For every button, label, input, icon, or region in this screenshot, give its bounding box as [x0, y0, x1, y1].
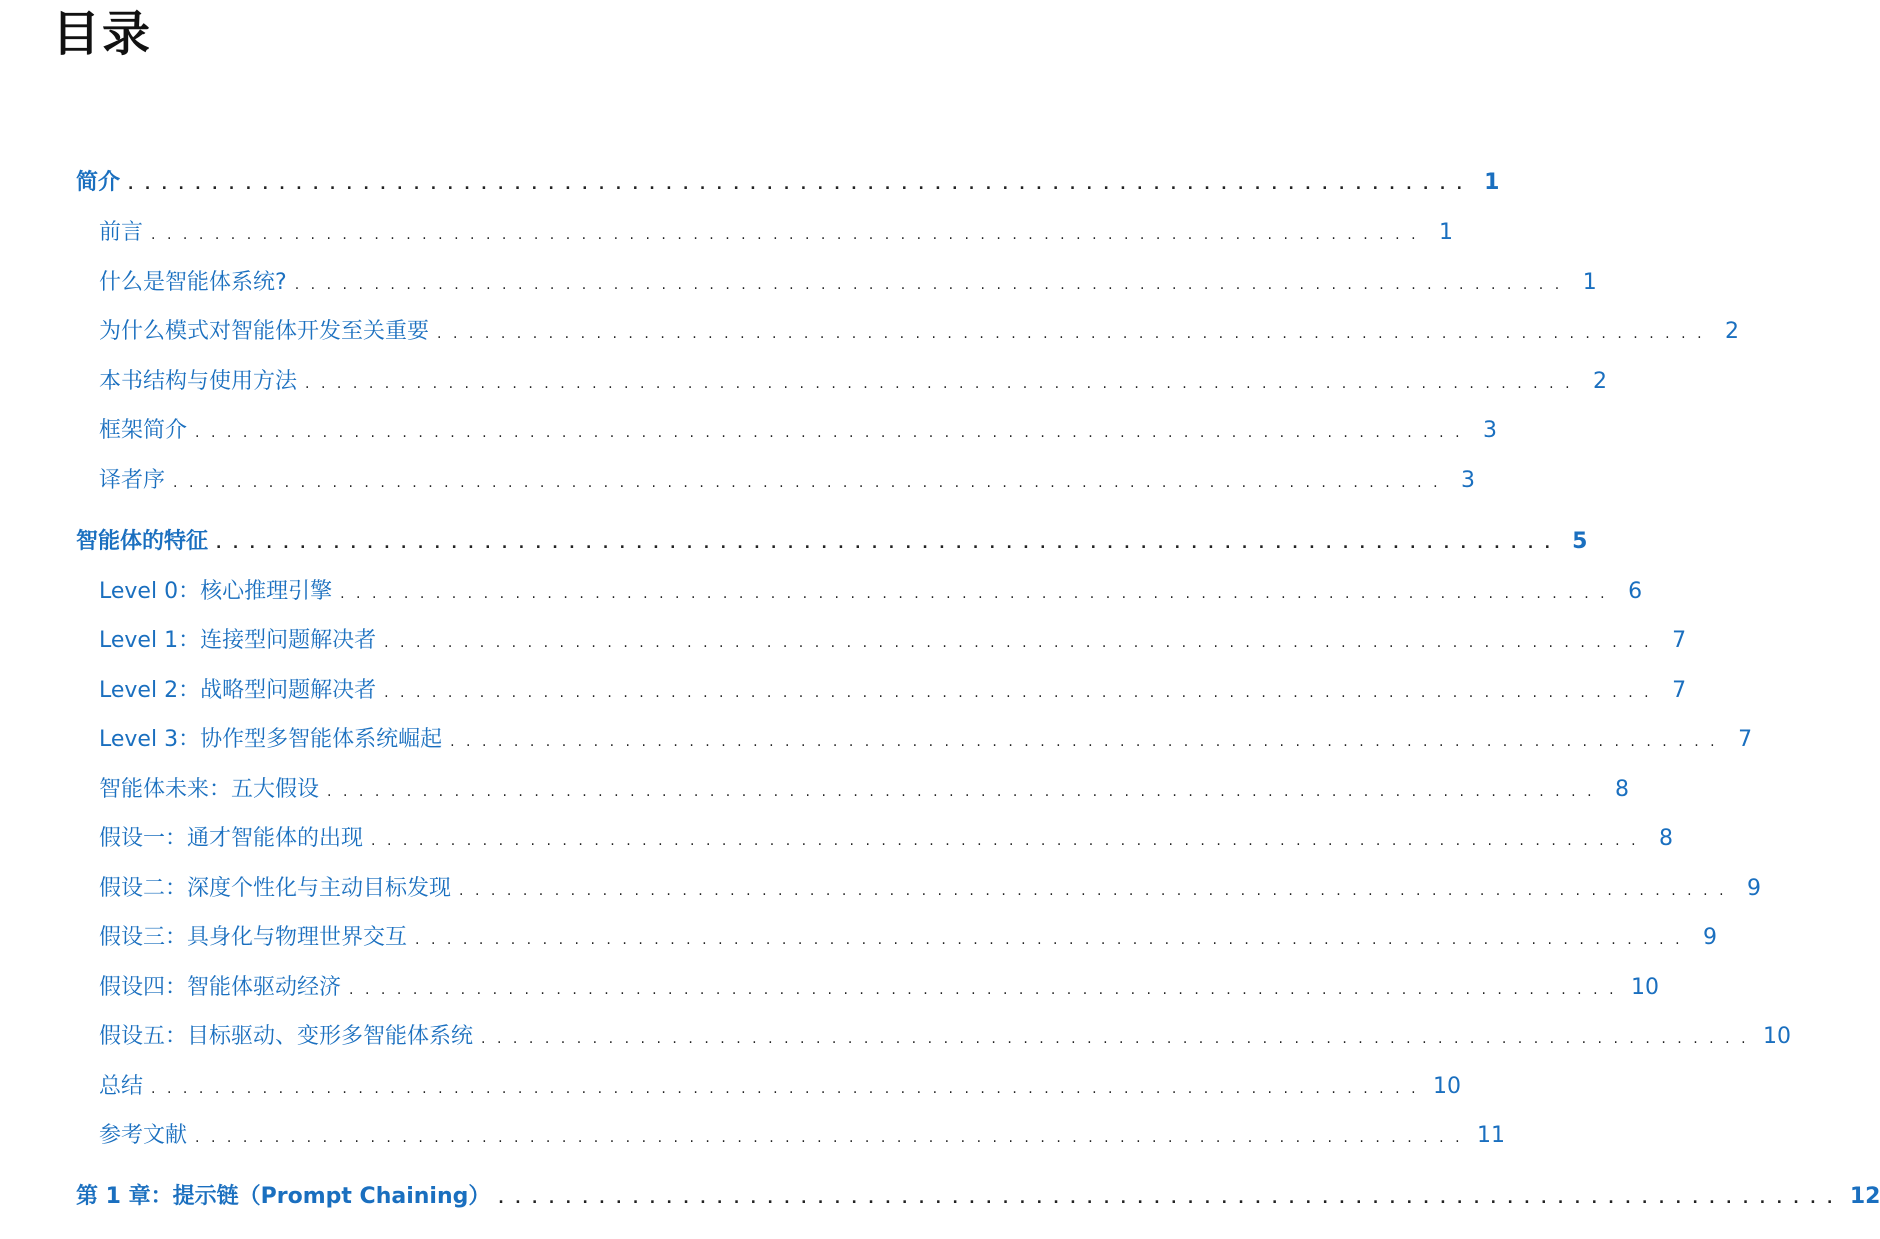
toc-entry-label[interactable]: 第 1 章：提示链（Prompt Chaining）	[76, 1184, 491, 1209]
toc-subsection-entry[interactable]	[99, 416, 1498, 446]
dot-leader: ................................................................................	[327, 784, 1604, 800]
dot-leader: ................................................................................	[216, 536, 1562, 552]
toc-entry-label[interactable]: 为什么模式对智能体开发至关重要	[99, 319, 430, 344]
toc-entry-label[interactable]: 假设四：智能体驱动经济	[99, 975, 342, 1000]
toc-page-number[interactable]: 8	[1615, 777, 1630, 802]
toc-entry-label[interactable]: 智能体未来：五大假设	[99, 777, 320, 802]
toc-subsection-entry[interactable]	[99, 317, 1740, 347]
toc-subsection-entry[interactable]	[99, 626, 1687, 656]
dot-leader: ................................................................................	[151, 227, 1428, 243]
toc-page-number[interactable]: 1	[1439, 220, 1454, 245]
toc-page-number[interactable]: 2	[1725, 319, 1740, 344]
toc-page-number[interactable]: 3	[1483, 418, 1498, 443]
dot-leader: ................................................................................	[450, 734, 1727, 750]
toc-entry-label[interactable]: 简介	[76, 170, 121, 195]
toc-entry-label[interactable]: 框架简介	[99, 418, 188, 443]
toc-subsection-entry[interactable]	[99, 268, 1597, 298]
dot-leader: ................................................................................	[481, 1031, 1758, 1047]
dot-leader: ................................................................................	[415, 932, 1692, 948]
dot-leader: ................................................................................	[498, 1191, 1844, 1207]
toc-page-number[interactable]: 10	[1763, 1024, 1792, 1049]
toc-page-number[interactable]: 11	[1477, 1123, 1506, 1148]
toc-page-number[interactable]: 10	[1433, 1074, 1462, 1099]
toc-subsection-entry[interactable]	[99, 577, 1643, 607]
dot-leader: ................................................................................	[437, 326, 1714, 342]
toc-entry-label[interactable]: 假设三：具身化与物理世界交互	[99, 925, 408, 950]
toc-section-entry[interactable]	[76, 1182, 1880, 1212]
toc-page-number[interactable]: 6	[1628, 579, 1643, 604]
toc-page-number[interactable]: 3	[1461, 468, 1476, 493]
toc-page-number[interactable]: 1	[1484, 170, 1500, 195]
toc-subsection-entry[interactable]	[99, 725, 1753, 755]
toc-section-entry[interactable]	[76, 168, 1500, 198]
dot-leader: ................................................................................	[349, 982, 1626, 998]
dot-leader: ................................................................................	[195, 1130, 1472, 1146]
dot-leader: ................................................................................	[384, 635, 1661, 651]
dot-leader: ................................................................................	[151, 1081, 1428, 1097]
toc-subsection-entry[interactable]	[99, 367, 1608, 397]
toc-page-number[interactable]: 10	[1631, 975, 1660, 1000]
toc-subsection-entry[interactable]	[99, 973, 1660, 1003]
dot-leader: ................................................................................	[195, 425, 1472, 441]
toc-entry-label[interactable]: 译者序	[99, 468, 166, 493]
toc-page-number[interactable]: 7	[1738, 727, 1753, 752]
toc-subsection-entry[interactable]	[99, 1072, 1462, 1102]
toc-entry-label[interactable]: Level 2：战略型问题解决者	[99, 678, 377, 703]
toc-subsection-entry[interactable]	[99, 1121, 1506, 1151]
toc-subsection-entry[interactable]	[99, 466, 1476, 496]
toc-page-number[interactable]: 7	[1672, 628, 1687, 653]
toc-entry-label[interactable]: 前言	[99, 220, 144, 245]
dot-leader: ................................................................................	[294, 277, 1571, 293]
toc-page-number[interactable]: 5	[1572, 529, 1588, 554]
dot-leader: ................................................................................	[128, 177, 1474, 193]
toc-subsection-entry[interactable]	[99, 824, 1674, 854]
toc-entry-label[interactable]: Level 3：协作型多智能体系统崛起	[99, 727, 443, 752]
toc-subsection-entry[interactable]	[99, 218, 1454, 248]
toc-entry-label[interactable]: 本书结构与使用方法	[99, 369, 298, 394]
toc-page-number[interactable]: 8	[1659, 826, 1674, 851]
toc-page-number[interactable]: 7	[1672, 678, 1687, 703]
dot-leader: ................................................................................	[459, 883, 1736, 899]
toc-entry-label[interactable]: 假设二：深度个性化与主动目标发现	[99, 876, 452, 901]
toc-page-number[interactable]: 2	[1593, 369, 1608, 394]
toc-page-number[interactable]: 9	[1747, 876, 1762, 901]
toc-page-number[interactable]: 1	[1582, 270, 1597, 295]
page-title: 目录	[52, 6, 153, 62]
dot-leader: ................................................................................	[305, 376, 1582, 392]
toc-entry-label[interactable]: 参考文献	[99, 1123, 188, 1148]
toc-subsection-entry[interactable]	[99, 676, 1687, 706]
dot-leader: ................................................................................	[340, 586, 1617, 602]
toc-entry-label[interactable]: Level 1：连接型问题解决者	[99, 628, 377, 653]
toc-entry-label[interactable]: 总结	[99, 1074, 144, 1099]
dot-leader: ................................................................................	[384, 685, 1661, 701]
toc-entry-label[interactable]: Level 0：核心推理引擎	[99, 579, 333, 604]
toc-subsection-entry[interactable]	[99, 923, 1718, 953]
toc-entry-label[interactable]: 智能体的特征	[76, 529, 209, 554]
toc-subsection-entry[interactable]	[99, 775, 1630, 805]
toc-section-entry[interactable]	[76, 527, 1588, 557]
toc-entry-label[interactable]: 假设五：目标驱动、变形多智能体系统	[99, 1024, 474, 1049]
dot-leader: ................................................................................	[173, 475, 1450, 491]
toc-entry-label[interactable]: 什么是智能体系统?	[99, 270, 287, 295]
toc-page-number[interactable]: 9	[1703, 925, 1718, 950]
toc-entry-label[interactable]: 假设一：通才智能体的出现	[99, 826, 364, 851]
toc-page-number[interactable]: 12	[1849, 1184, 1880, 1209]
toc-subsection-entry[interactable]	[99, 874, 1762, 904]
toc-subsection-entry[interactable]	[99, 1022, 1792, 1052]
dot-leader: ................................................................................	[371, 833, 1648, 849]
